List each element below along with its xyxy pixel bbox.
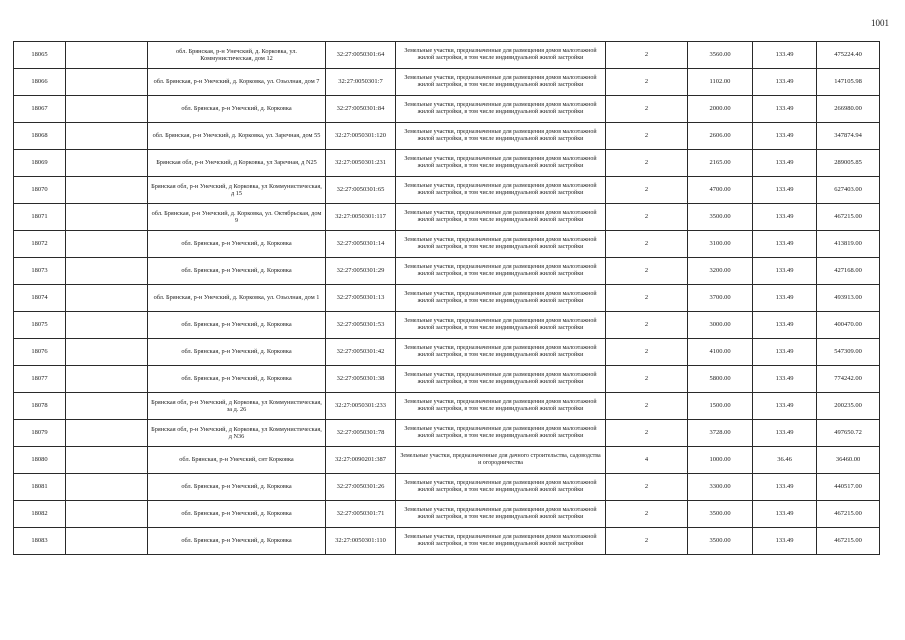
row-number-cell: 18077 [14,366,66,393]
group-cell: 2 [606,42,688,69]
cadastral-number-cell: 32:27:0050301:84 [326,96,396,123]
group-cell: 2 [606,231,688,258]
empty-cell [66,420,148,447]
address-cell: обл. Брянская, р-н Унечский, д. Корковка [148,231,326,258]
cadastral-value-cell: 774242.00 [817,366,880,393]
area-cell: 1102.00 [688,69,753,96]
cadastral-number-cell: 32:27:0050301:42 [326,339,396,366]
area-cell: 3000.00 [688,312,753,339]
specific-value-cell: 133.49 [753,366,817,393]
address-cell: Брянская обл, р-н Унечский, д Корковка, ул Заречная, д N25 [148,150,326,177]
group-cell: 2 [606,366,688,393]
area-cell: 2000.00 [688,96,753,123]
specific-value-cell: 133.49 [753,312,817,339]
row-number-cell: 18068 [14,123,66,150]
cadastral-value-cell: 36460.00 [817,447,880,474]
row-number-cell: 18067 [14,96,66,123]
address-cell: Брянская обл, р-н Унечский, д Корковка, ул Коммунистическая, за д. 26 [148,393,326,420]
permitted-use-cell: Земельные участки, предназначенные для размещения домов малоэтажной жилой застройки, в том числе индивидуальной жилой застройки [396,420,606,447]
address-cell: обл. Брянская, р-н Унечский, д. Корковка [148,501,326,528]
address-cell: обл. Брянская, р-н Унечский, д. Корковка, ул. Коммунистическая, дом 12 [148,42,326,69]
page-number: 1001 [871,18,889,28]
specific-value-cell: 133.49 [753,96,817,123]
cadastral-number-cell: 32:27:0050301:26 [326,474,396,501]
cadastral-number-cell: 32:27:0050301:14 [326,231,396,258]
area-cell: 1000.00 [688,447,753,474]
table-row [14,150,880,177]
table-row [14,123,880,150]
empty-cell [66,366,148,393]
table-row [14,447,880,474]
empty-cell [66,393,148,420]
permitted-use-cell: Земельные участки, предназначенные для размещения домов малоэтажной жилой застройки, в том числе индивидуальной жилой застройки [396,393,606,420]
cadastral-number-cell: 32:27:0050301:13 [326,285,396,312]
group-cell: 2 [606,123,688,150]
empty-cell [66,258,148,285]
specific-value-cell: 133.49 [753,231,817,258]
permitted-use-cell: Земельные участки, предназначенные для размещения домов малоэтажной жилой застройки, в том числе индивидуальной жилой застройки [396,474,606,501]
address-cell: обл. Брянская, р-н Унечский, д. Корковка [148,474,326,501]
empty-cell [66,204,148,231]
cadastral-number-cell: 32:27:0050301:117 [326,204,396,231]
table-row [14,312,880,339]
empty-cell [66,150,148,177]
group-cell: 2 [606,501,688,528]
specific-value-cell: 133.49 [753,501,817,528]
table-row [14,42,880,69]
cadastral-value-cell: 547309.00 [817,339,880,366]
cadastral-value-cell: 347874.94 [817,123,880,150]
specific-value-cell: 133.49 [753,204,817,231]
row-number-cell: 18072 [14,231,66,258]
row-number-cell: 18070 [14,177,66,204]
area-cell: 3200.00 [688,258,753,285]
cadastral-value-cell: 147105.98 [817,69,880,96]
address-cell: обл. Брянская, р-н Унечский, д. Корковка [148,96,326,123]
specific-value-cell: 133.49 [753,123,817,150]
specific-value-cell: 133.49 [753,393,817,420]
permitted-use-cell: Земельные участки, предназначенные для размещения домов малоэтажной жилой застройки, в том числе индивидуальной жилой застройки [396,339,606,366]
cadastral-number-cell: 32:27:0050301:231 [326,150,396,177]
permitted-use-cell: Земельные участки, предназначенные для размещения домов малоэтажной жилой застройки, в том числе индивидуальной жилой застройки [396,501,606,528]
table-row [14,69,880,96]
permitted-use-cell: Земельные участки, предназначенные для размещения домов малоэтажной жилой застройки, в том числе индивидуальной жилой застройки [396,42,606,69]
area-cell: 2606.00 [688,123,753,150]
table-row [14,501,880,528]
permitted-use-cell: Земельные участки, предназначенные для размещения домов малоэтажной жилой застройки, в том числе индивидуальной жилой застройки [396,366,606,393]
cadastral-value-cell: 467215.00 [817,528,880,555]
group-cell: 2 [606,258,688,285]
empty-cell [66,474,148,501]
row-number-cell: 18065 [14,42,66,69]
cadastral-value-cell: 200235.00 [817,393,880,420]
address-cell: обл. Брянская, р-н Унечский, д. Корковка, ул. Озьолная, дом 7 [148,69,326,96]
specific-value-cell: 133.49 [753,150,817,177]
empty-cell [66,501,148,528]
specific-value-cell: 133.49 [753,285,817,312]
address-cell: обл. Брянская, р-н Унечский, д. Корковка [148,366,326,393]
permitted-use-cell: Земельные участки, предназначенные для размещения домов малоэтажной жилой застройки, в том числе индивидуальной жилой застройки [396,69,606,96]
group-cell: 2 [606,285,688,312]
cadastral-number-cell: 32:27:0050301:120 [326,123,396,150]
cadastral-number-cell: 32:27:0050301:71 [326,501,396,528]
group-cell: 2 [606,474,688,501]
specific-value-cell: 133.49 [753,42,817,69]
row-number-cell: 18066 [14,69,66,96]
empty-cell [66,177,148,204]
permitted-use-cell: Земельные участки, предназначенные для размещения домов малоэтажной жилой застройки, в том числе индивидуальной жилой застройки [396,528,606,555]
cadastral-value-cell: 400470.00 [817,312,880,339]
specific-value-cell: 36.46 [753,447,817,474]
group-cell: 2 [606,150,688,177]
permitted-use-cell: Земельные участки, предназначенные для размещения домов малоэтажной жилой застройки, в том числе индивидуальной жилой застройки [396,285,606,312]
empty-cell [66,528,148,555]
area-cell: 3500.00 [688,501,753,528]
empty-cell [66,69,148,96]
table-row [14,528,880,555]
cadastral-value-cell: 440517.00 [817,474,880,501]
row-number-cell: 18079 [14,420,66,447]
table-row [14,285,880,312]
area-cell: 3560.00 [688,42,753,69]
cadastral-value-table [13,41,880,555]
row-number-cell: 18073 [14,258,66,285]
specific-value-cell: 133.49 [753,528,817,555]
specific-value-cell: 133.49 [753,177,817,204]
table-body [14,42,880,555]
area-cell: 4700.00 [688,177,753,204]
address-cell: обл. Брянская, р-н Унечский, д. Корковка [148,258,326,285]
address-cell: обл. Брянская, р-н Унечский, д. Корковка, ул. Озьолная, дом 1 [148,285,326,312]
group-cell: 2 [606,69,688,96]
permitted-use-cell: Земельные участки, предназначенные для размещения домов малоэтажной жилой застройки, в том числе индивидуальной жилой застройки [396,231,606,258]
cadastral-number-cell: 32:27:0050301:65 [326,177,396,204]
cadastral-value-cell: 289005.85 [817,150,880,177]
area-cell: 3100.00 [688,231,753,258]
address-cell: обл. Брянская, р-н Унечский, снт Корковка [148,447,326,474]
cadastral-number-cell: 32:27:0050301:38 [326,366,396,393]
cadastral-number-cell: 32:27:0050301:78 [326,420,396,447]
row-number-cell: 18082 [14,501,66,528]
specific-value-cell: 133.49 [753,258,817,285]
area-cell: 1500.00 [688,393,753,420]
cadastral-number-cell: 32:27:0090201:387 [326,447,396,474]
row-number-cell: 18078 [14,393,66,420]
empty-cell [66,42,148,69]
area-cell: 3300.00 [688,474,753,501]
table-row [14,177,880,204]
row-number-cell: 18069 [14,150,66,177]
permitted-use-cell: Земельные участки, предназначенные для размещения домов малоэтажной жилой застройки, в том числе индивидуальной жилой застройки [396,258,606,285]
group-cell: 2 [606,339,688,366]
cadastral-value-cell: 413819.00 [817,231,880,258]
group-cell: 2 [606,393,688,420]
group-cell: 2 [606,177,688,204]
cadastral-value-cell: 427168.00 [817,258,880,285]
row-number-cell: 18083 [14,528,66,555]
cadastral-number-cell: 32:27:0050301:29 [326,258,396,285]
group-cell: 2 [606,96,688,123]
cadastral-number-cell: 32:27:0050301:53 [326,312,396,339]
cadastral-number-cell: 32:27:0050301:64 [326,42,396,69]
permitted-use-cell: Земельные участки, предназначенные для размещения домов малоэтажной жилой застройки, в том числе индивидуальной жилой застройки [396,177,606,204]
specific-value-cell: 133.49 [753,339,817,366]
group-cell: 2 [606,312,688,339]
address-cell: обл. Брянская, р-н Унечский, д. Корковка, ул. Октябрьская, дом 9 [148,204,326,231]
permitted-use-cell: Земельные участки, предназначенные для размещения домов малоэтажной жилой застройки, в том числе индивидуальной жилой застройки [396,312,606,339]
table-row [14,366,880,393]
permitted-use-cell: Земельные участки, предназначенные для размещения домов малоэтажной жилой застройки, в том числе индивидуальной жилой застройки [396,150,606,177]
table-row [14,393,880,420]
row-number-cell: 18080 [14,447,66,474]
address-cell: обл. Брянская, р-н Унечский, д. Корковка [148,528,326,555]
area-cell: 3500.00 [688,528,753,555]
group-cell: 2 [606,528,688,555]
cadastral-value-cell: 475224.40 [817,42,880,69]
group-cell: 2 [606,420,688,447]
table-row [14,474,880,501]
group-cell: 2 [606,204,688,231]
specific-value-cell: 133.49 [753,474,817,501]
empty-cell [66,96,148,123]
group-cell: 4 [606,447,688,474]
table-row [14,231,880,258]
area-cell: 4100.00 [688,339,753,366]
permitted-use-cell: Земельные участки, предназначенные для размещения домов малоэтажной жилой застройки, в том числе индивидуальной жилой застройки [396,123,606,150]
table-row [14,258,880,285]
address-cell: обл. Брянская, р-н Унечский, д. Корковка, ул. Заречная, дом 55 [148,123,326,150]
empty-cell [66,285,148,312]
cadastral-value-cell: 493913.00 [817,285,880,312]
area-cell: 5800.00 [688,366,753,393]
cadastral-number-cell: 32:27:0050301:110 [326,528,396,555]
row-number-cell: 18071 [14,204,66,231]
cadastral-number-cell: 32:27:0050301:233 [326,393,396,420]
cadastral-value-cell: 467215.00 [817,204,880,231]
table-row [14,339,880,366]
cadastral-number-cell: 32:27:0050301:7 [326,69,396,96]
cadastral-value-cell: 497650.72 [817,420,880,447]
cadastral-value-cell: 467215.00 [817,501,880,528]
row-number-cell: 18074 [14,285,66,312]
empty-cell [66,339,148,366]
address-cell: обл. Брянская, р-н Унечский, д. Корковка [148,312,326,339]
table-row [14,96,880,123]
row-number-cell: 18076 [14,339,66,366]
address-cell: Брянская обл, р-н Унечский, д Корковка, ул Коммунистическая, д N36 [148,420,326,447]
specific-value-cell: 133.49 [753,420,817,447]
table-row [14,420,880,447]
address-cell: обл. Брянская, р-н Унечский, д. Корковка [148,339,326,366]
empty-cell [66,447,148,474]
address-cell: Брянская обл, р-н Унечский, д Корковка, ул Коммунистическая, д 15 [148,177,326,204]
row-number-cell: 18081 [14,474,66,501]
empty-cell [66,312,148,339]
row-number-cell: 18075 [14,312,66,339]
area-cell: 3700.00 [688,285,753,312]
cadastral-value-cell: 627403.00 [817,177,880,204]
permitted-use-cell: Земельные участки, предназначенные для размещения домов малоэтажной жилой застройки, в том числе индивидуальной жилой застройки [396,204,606,231]
area-cell: 2165.00 [688,150,753,177]
area-cell: 3728.00 [688,420,753,447]
area-cell: 3500.00 [688,204,753,231]
table-row [14,204,880,231]
permitted-use-cell: Земельные участки, предназначенные для размещения домов малоэтажной жилой застройки, в том числе индивидуальной жилой застройки [396,96,606,123]
empty-cell [66,123,148,150]
cadastral-value-cell: 266980.00 [817,96,880,123]
empty-cell [66,231,148,258]
specific-value-cell: 133.49 [753,69,817,96]
permitted-use-cell: Земельные участки, предназначенные для дачного строительства, садоводства и огородничества [396,447,606,474]
